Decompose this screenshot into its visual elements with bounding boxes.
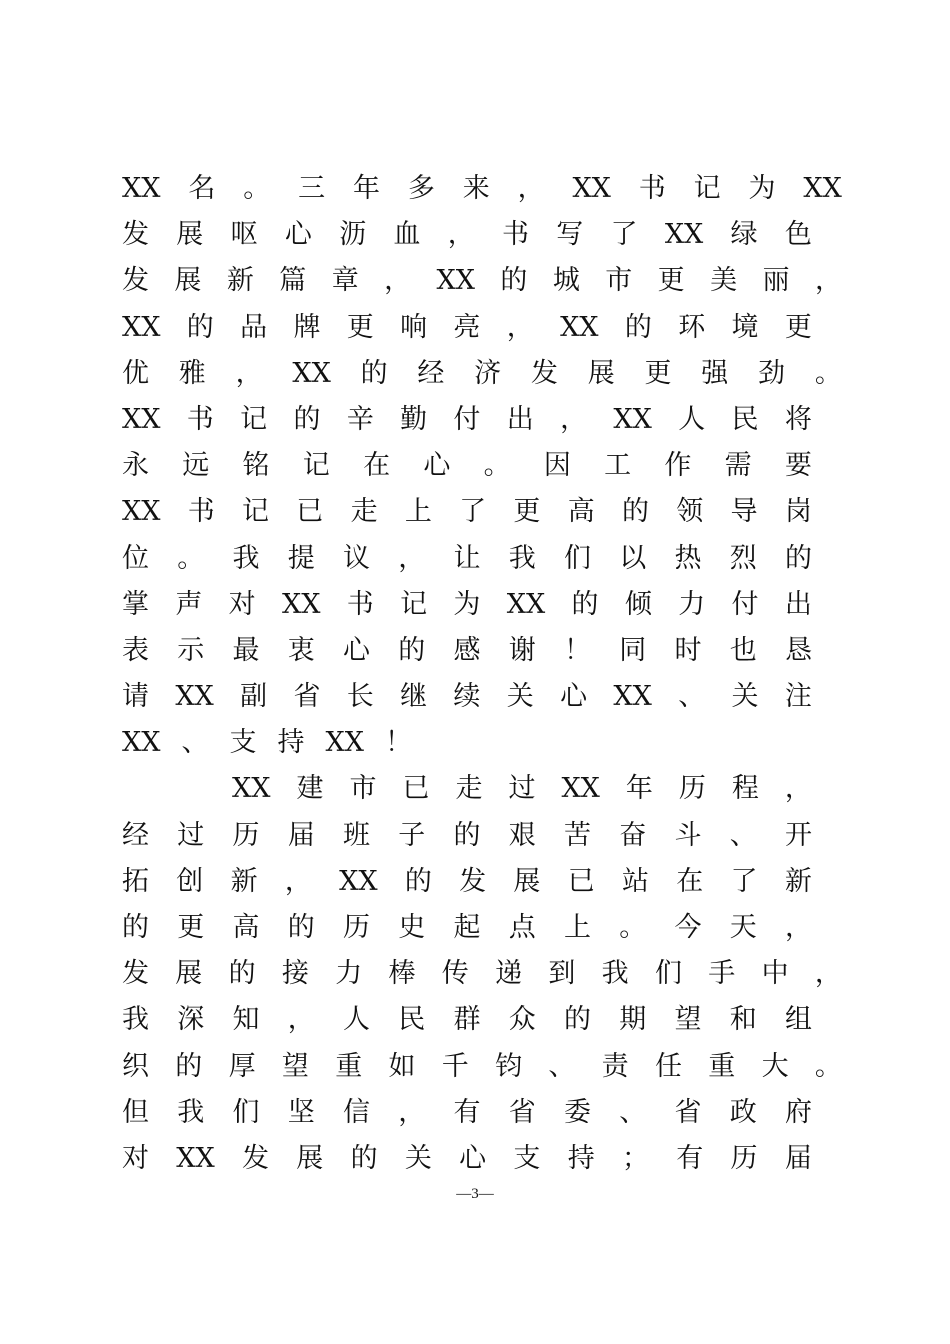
text-line: 织 的 厚 望 重 如 千 钧 、 责 任 重 大 。: [122, 1050, 842, 1082]
text-line: 永 远 铭 记 在 心 。 因 工 作 需 要: [122, 450, 812, 482]
text-line: 位 。 我 提 议 ， 让 我 们 以 热 烈 的: [122, 542, 812, 574]
body-text: [122, 166, 842, 1182]
text-line: XX 的 品 牌 更 响 亮 ， XX 的 环 境 更: [122, 311, 812, 343]
text-line: XX 书 记 的 辛 勤 付 出 ， XX 人 民 将: [122, 403, 812, 435]
text-line: 发 展 的 接 力 棒 传 递 到 我 们 手 中 ，: [122, 958, 842, 990]
text-line: 表 示 最 衷 心 的 感 谢 ！ 同 时 也 恳: [122, 634, 812, 666]
text-line: 但 我 们 坚 信 ， 有 省 委 、 省 政 府: [122, 1096, 812, 1128]
text-line: XX 、 支 持 XX ！: [122, 727, 412, 759]
paragraph-first-line: XX 建 市 已 走 过 XX 年 历 程 ，: [232, 773, 812, 805]
text-line: 对 XX 发 展 的 关 心 支 持 ； 有 历 届: [122, 1142, 812, 1174]
text-line: 我 深 知 ， 人 民 群 众 的 期 望 和 组: [122, 1004, 812, 1036]
page-number: —3—: [456, 1186, 494, 1202]
text-line: XX 名 。 三 年 多 来 ， XX 书 记 为 XX: [122, 173, 842, 204]
text-line: XX 书 记 已 走 上 了 更 高 的 领 导 岗: [122, 496, 812, 528]
text-line: 掌 声 对 XX 书 记 为 XX 的 倾 力 付 出: [122, 588, 812, 620]
text-line: 发 展 呕 心 沥 血 ， 书 写 了 XX 绿 色: [122, 219, 812, 251]
text-line: 发 展 新 篇 章 ， XX 的 城 市 更 美 丽 ，: [122, 265, 842, 297]
text-line: 请 XX 副 省 长 继 续 关 心 XX 、 关 注: [122, 681, 812, 713]
text-line: 经 过 历 届 班 子 的 艰 苦 奋 斗 、 开: [122, 819, 812, 851]
text-line: 的 更 高 的 历 史 起 点 上 。 今 天 ，: [122, 912, 812, 943]
text-line: 优 雅 ， XX 的 经 济 发 展 更 强 劲 。: [122, 357, 842, 389]
text-line: 拓 创 新 ， XX 的 发 展 已 站 在 了 新: [122, 865, 812, 897]
